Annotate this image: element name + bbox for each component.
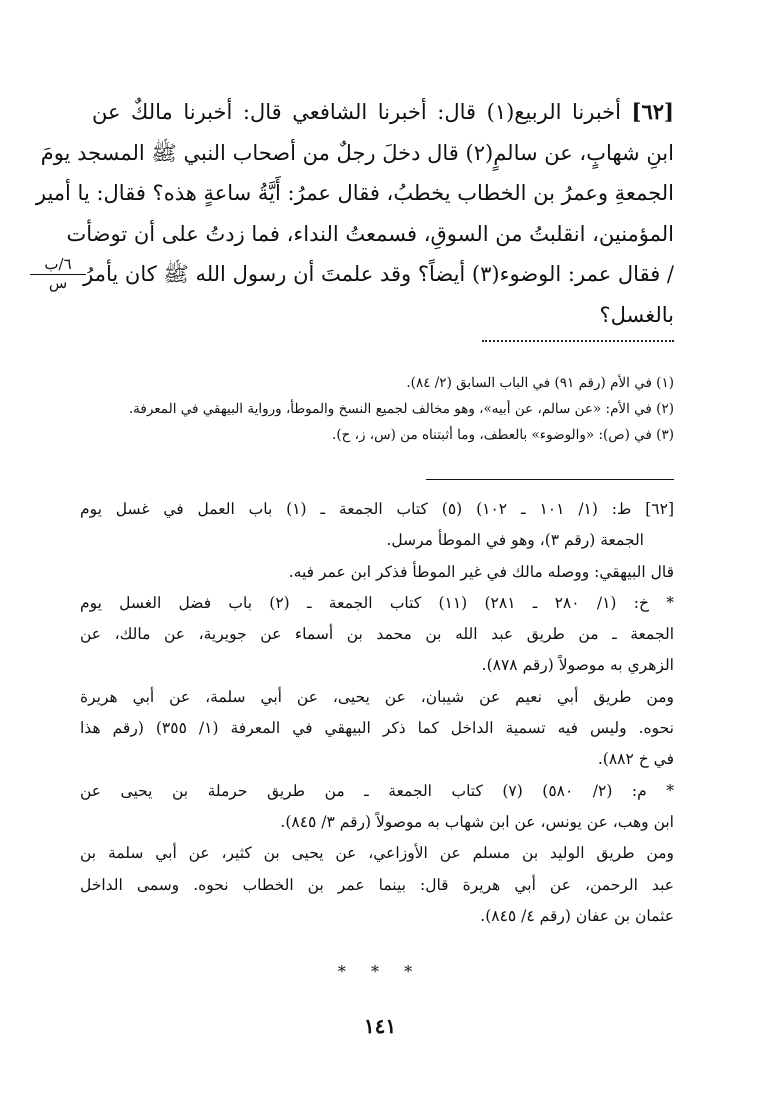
footnote-dotted-separator [482, 340, 674, 352]
footnote-2: (٢) في الأم: «عن سالم، عن أبيه»، وهو مخالف لجميع النسخ والموطأ، ورواية البيهقي في المعرفة. [128, 401, 674, 417]
takhrij-line: قال البيهقي: ووصله مالك في غير الموطأ فذكر ابن عمر فيه. [288, 562, 674, 581]
takhrij-line: الجمعة (رقم ٣)، وهو في الموطأ مرسل. [386, 531, 644, 550]
hadith-line-6: بالغسل؟ [599, 302, 674, 327]
takhrij-line: ومن طريق أبي نعيم عن شيبان، عن يحيى، عن أبي سلمة، عن أبي هريرة [80, 687, 674, 706]
footnote-1: (١) في الأم (رقم ٩١) في الباب السابق (٢/ ٨٤). [406, 375, 674, 391]
margin-folio-note [30, 256, 86, 292]
takhrij-line: ابن وهب، عن يونس، عن ابن شهاب به موصولاً (رقم ٣/ ٨٤٥). [280, 812, 674, 831]
hadith-line-3: الجمعةِ وعمرُ بن الخطاب يخطبُ، فقال عمرُ: أَيَّةُ ساعةٍ هذه؟ فقال: يا أمير [35, 181, 674, 205]
page-number: ١٤١ [363, 1014, 397, 1038]
margin-manuscript-siglum: س [48, 274, 68, 292]
takhrij-line: في خ ٨٨٢). [597, 750, 674, 769]
takhrij-line: * م: (٢/ ٥٨٠) (٧) كتاب الجمعة ـ من طريق حرملة بن يحيى عن [80, 781, 674, 800]
takhrij-line: ومن طريق الوليد بن مسلم عن الأوزاعي، عن يحيى بن كثير، عن أبي سلمة بن [80, 844, 674, 863]
hadith-line-1: [٦٢] أخبرنا الربيع(١) قال: أخبرنا الشافعي قال: أخبرنا مالكٌ عن [92, 99, 674, 124]
section-end-stars: * * * [337, 962, 423, 981]
margin-folio-ref: ٦/ب [30, 256, 86, 275]
takhrij-line: نحوه. وليس فيه تسمية الداخل كما ذكر البيهقي في المعرفة (١/ ٣٥٥) (رقم هذا [80, 719, 674, 738]
hadith-line-4: المؤمنين، انقلبتُ من السوقِ، فسمعتُ النداء، فما زدتُ على أن توضأت [66, 221, 674, 246]
takhrij-line: عثمان بن عفان (رقم ٤/ ٨٤٥). [480, 906, 674, 925]
hadith-line-2: ابنِ شهابٍ، عن سالمٍ(٢) قال دخلَ رجلٌ من أصحاب النبي ﷺ المسجد يومَ [40, 140, 674, 165]
takhrij-line: الزهري به موصولاً (رقم ٨٧٨). [481, 656, 674, 675]
footnotes [92, 370, 674, 448]
footnote-3: (٣) في (ص): «والوضوء» بالعطف، وما أثبتناه من (س، ز، ح). [332, 427, 674, 443]
takhrij-line: عبد الرحمن، عن أبي هريرة قال: بينما عمر بن الخطاب نحوه. وسمى الداخل [80, 875, 674, 894]
takhrij-line: [٦٢] ط: (١/ ١٠١ ـ ١٠٢) (٥) كتاب الجمعة ـ (١) باب العمل في غسل يوم [80, 500, 675, 518]
hadith-number: [٦٢] [631, 99, 674, 124]
takhrij-rule [426, 479, 674, 480]
takhrij-section [80, 494, 674, 932]
takhrij-line: * خ: (١/ ٢٨٠ ـ ٢٨١) (١١) كتاب الجمعة ـ (٢) باب فضل الغسل يوم [80, 593, 674, 612]
takhrij-line: الجمعة ـ من طريق عبد الله بن محمد بن أسماء عن جويرية، عن مالك، عن [80, 625, 674, 644]
hadith-line-5: / فقال عمر: الوضوء(٣) أيضاً؟ وقد علمتَ أن رسول الله ﷺ كان يأمرُ [83, 262, 674, 286]
